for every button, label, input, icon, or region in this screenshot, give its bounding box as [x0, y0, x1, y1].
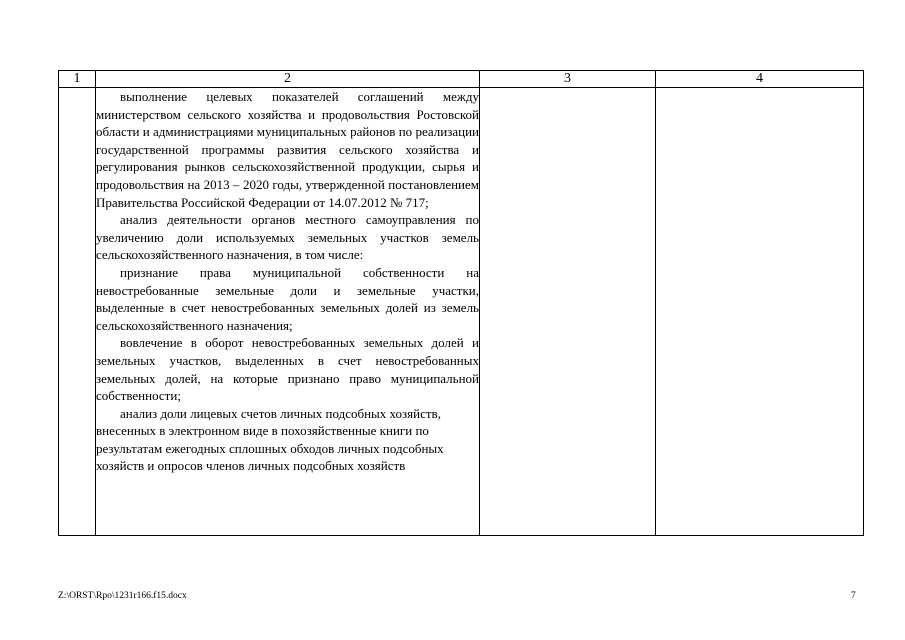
- column-header-2: 2: [96, 71, 480, 88]
- column-header-3: 3: [480, 71, 656, 88]
- table-cell-col1: [59, 88, 96, 536]
- table-row: [59, 88, 864, 536]
- column-header-4: 4: [656, 71, 864, 88]
- table-cell-col4: [656, 88, 864, 536]
- paragraph-household-accounts: анализ доли лицевых счетов личных подсобных хозяйств, внесенных в электронном виде в похозяйственные книги по результатам ежегодных сплошных обходов личных подсобных хозяйств и опросов членов личных подсобных хозяйств: [96, 405, 444, 474]
- paragraph-ownership-recognition: признание права муниципальной собственности на невостребованные земельные доли и земельные участки, выделенные в счет невостребованных земельных долей из земель сельскохозяйственного назначения;: [96, 264, 479, 333]
- document-table: [58, 70, 864, 536]
- table-cell-col2: [96, 88, 480, 536]
- page-number: 7: [851, 591, 856, 601]
- table-cell-col3: [480, 88, 656, 536]
- paragraph-targets: выполнение целевых показателей соглашений между министерством сельского хозяйства и продовольствия Ростовской области и администрациями муниципальных районов по реализации государственной программы развития сельского хозяйства и регулирования рынков сельскохозяйственной продукции, сырья и продовольствия на 2013 – 2020 годы, утвержденной постановлением Правительства Российской Федерации от 14.07.2012 № 717;: [96, 89, 479, 210]
- column-header-1: 1: [59, 71, 96, 88]
- paragraph-analysis-land: анализ деятельности органов местного самоуправления по увеличению доли используемых земельных участков земель сельскохозяйственного назначения, в том числе:: [96, 212, 479, 263]
- paragraph-land-involvement: вовлечение в оборот невостребованных земельных долей и земельных участков, выделенных в счет невостребованных земельных долей, на которые признано право муниципальной собственности;: [96, 335, 479, 404]
- table-header-row: [59, 71, 864, 88]
- footer-file-path: Z:\ORST\Rpo\1231r166.f15.docx: [58, 591, 187, 601]
